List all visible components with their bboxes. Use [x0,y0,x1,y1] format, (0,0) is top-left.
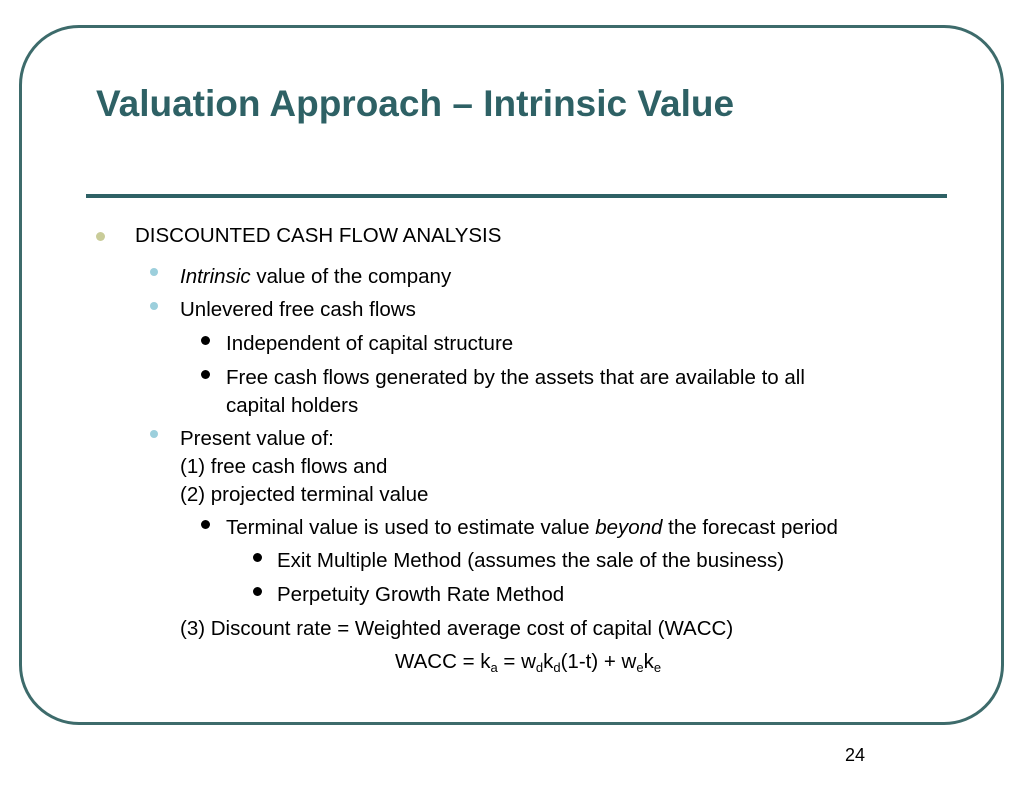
intrinsic-rest: value of the company [250,265,452,288]
bullet-fcf-generated-line1: Free cash flows generated by the assets that are available to all [226,366,805,389]
bullet-level2-icon [150,268,158,276]
terminal-value-post: the forecast period [662,516,838,539]
bullet-level3-icon [201,520,210,529]
discount-rate-line: (3) Discount rate = Weighted average cost of capital (WACC) [180,617,734,640]
wacc-subscript: d [535,660,544,675]
bullet-level2-icon [150,430,158,438]
bullet-fcf-generated-line2: capital holders [226,394,359,417]
bullet-terminal-value [226,514,838,542]
wacc-subscript: a [490,660,498,675]
wacc-part: WACC = k [395,650,491,673]
title-divider [86,194,947,198]
present-value-item1: (1) free cash flows and [180,455,388,478]
wacc-subscript: d [553,660,561,675]
bullet-perpetuity-growth: Perpetuity Growth Rate Method [277,583,565,606]
wacc-part: k [643,650,654,673]
bullet-level2-icon [150,302,158,310]
bullet-level3-icon [201,370,210,379]
wacc-part: = w [497,650,536,673]
page-number: 24 [845,745,866,765]
wacc-subscript: e [636,660,644,675]
bullet-unlevered-fcf: Unlevered free cash flows [180,298,416,321]
section-heading: DISCOUNTED CASH FLOW ANALYSIS [135,224,502,247]
bullet-present-value: Present value of: [180,427,334,450]
bullet-intrinsic-value [180,263,451,291]
slide-title: Valuation Approach – Intrinsic Value [96,83,735,124]
terminal-value-pre: Terminal value is used to estimate value [226,516,596,539]
bullet-level4-icon [253,553,262,562]
wacc-part: (1-t) + w [560,650,637,673]
bullet-level4-icon [253,587,262,596]
beyond-emphasis: beyond [595,516,663,539]
intrinsic-emphasis: Intrinsic [180,265,251,288]
bullet-level3-icon [201,336,210,345]
bullet-level1-icon [96,232,105,241]
wacc-subscript: e [653,660,662,675]
wacc-formula [395,648,661,676]
wacc-part: k [543,650,554,673]
bullet-exit-multiple: Exit Multiple Method (assumes the sale of the business) [277,549,785,572]
present-value-item2: (2) projected terminal value [180,483,429,506]
bullet-capital-structure: Independent of capital structure [226,332,514,355]
